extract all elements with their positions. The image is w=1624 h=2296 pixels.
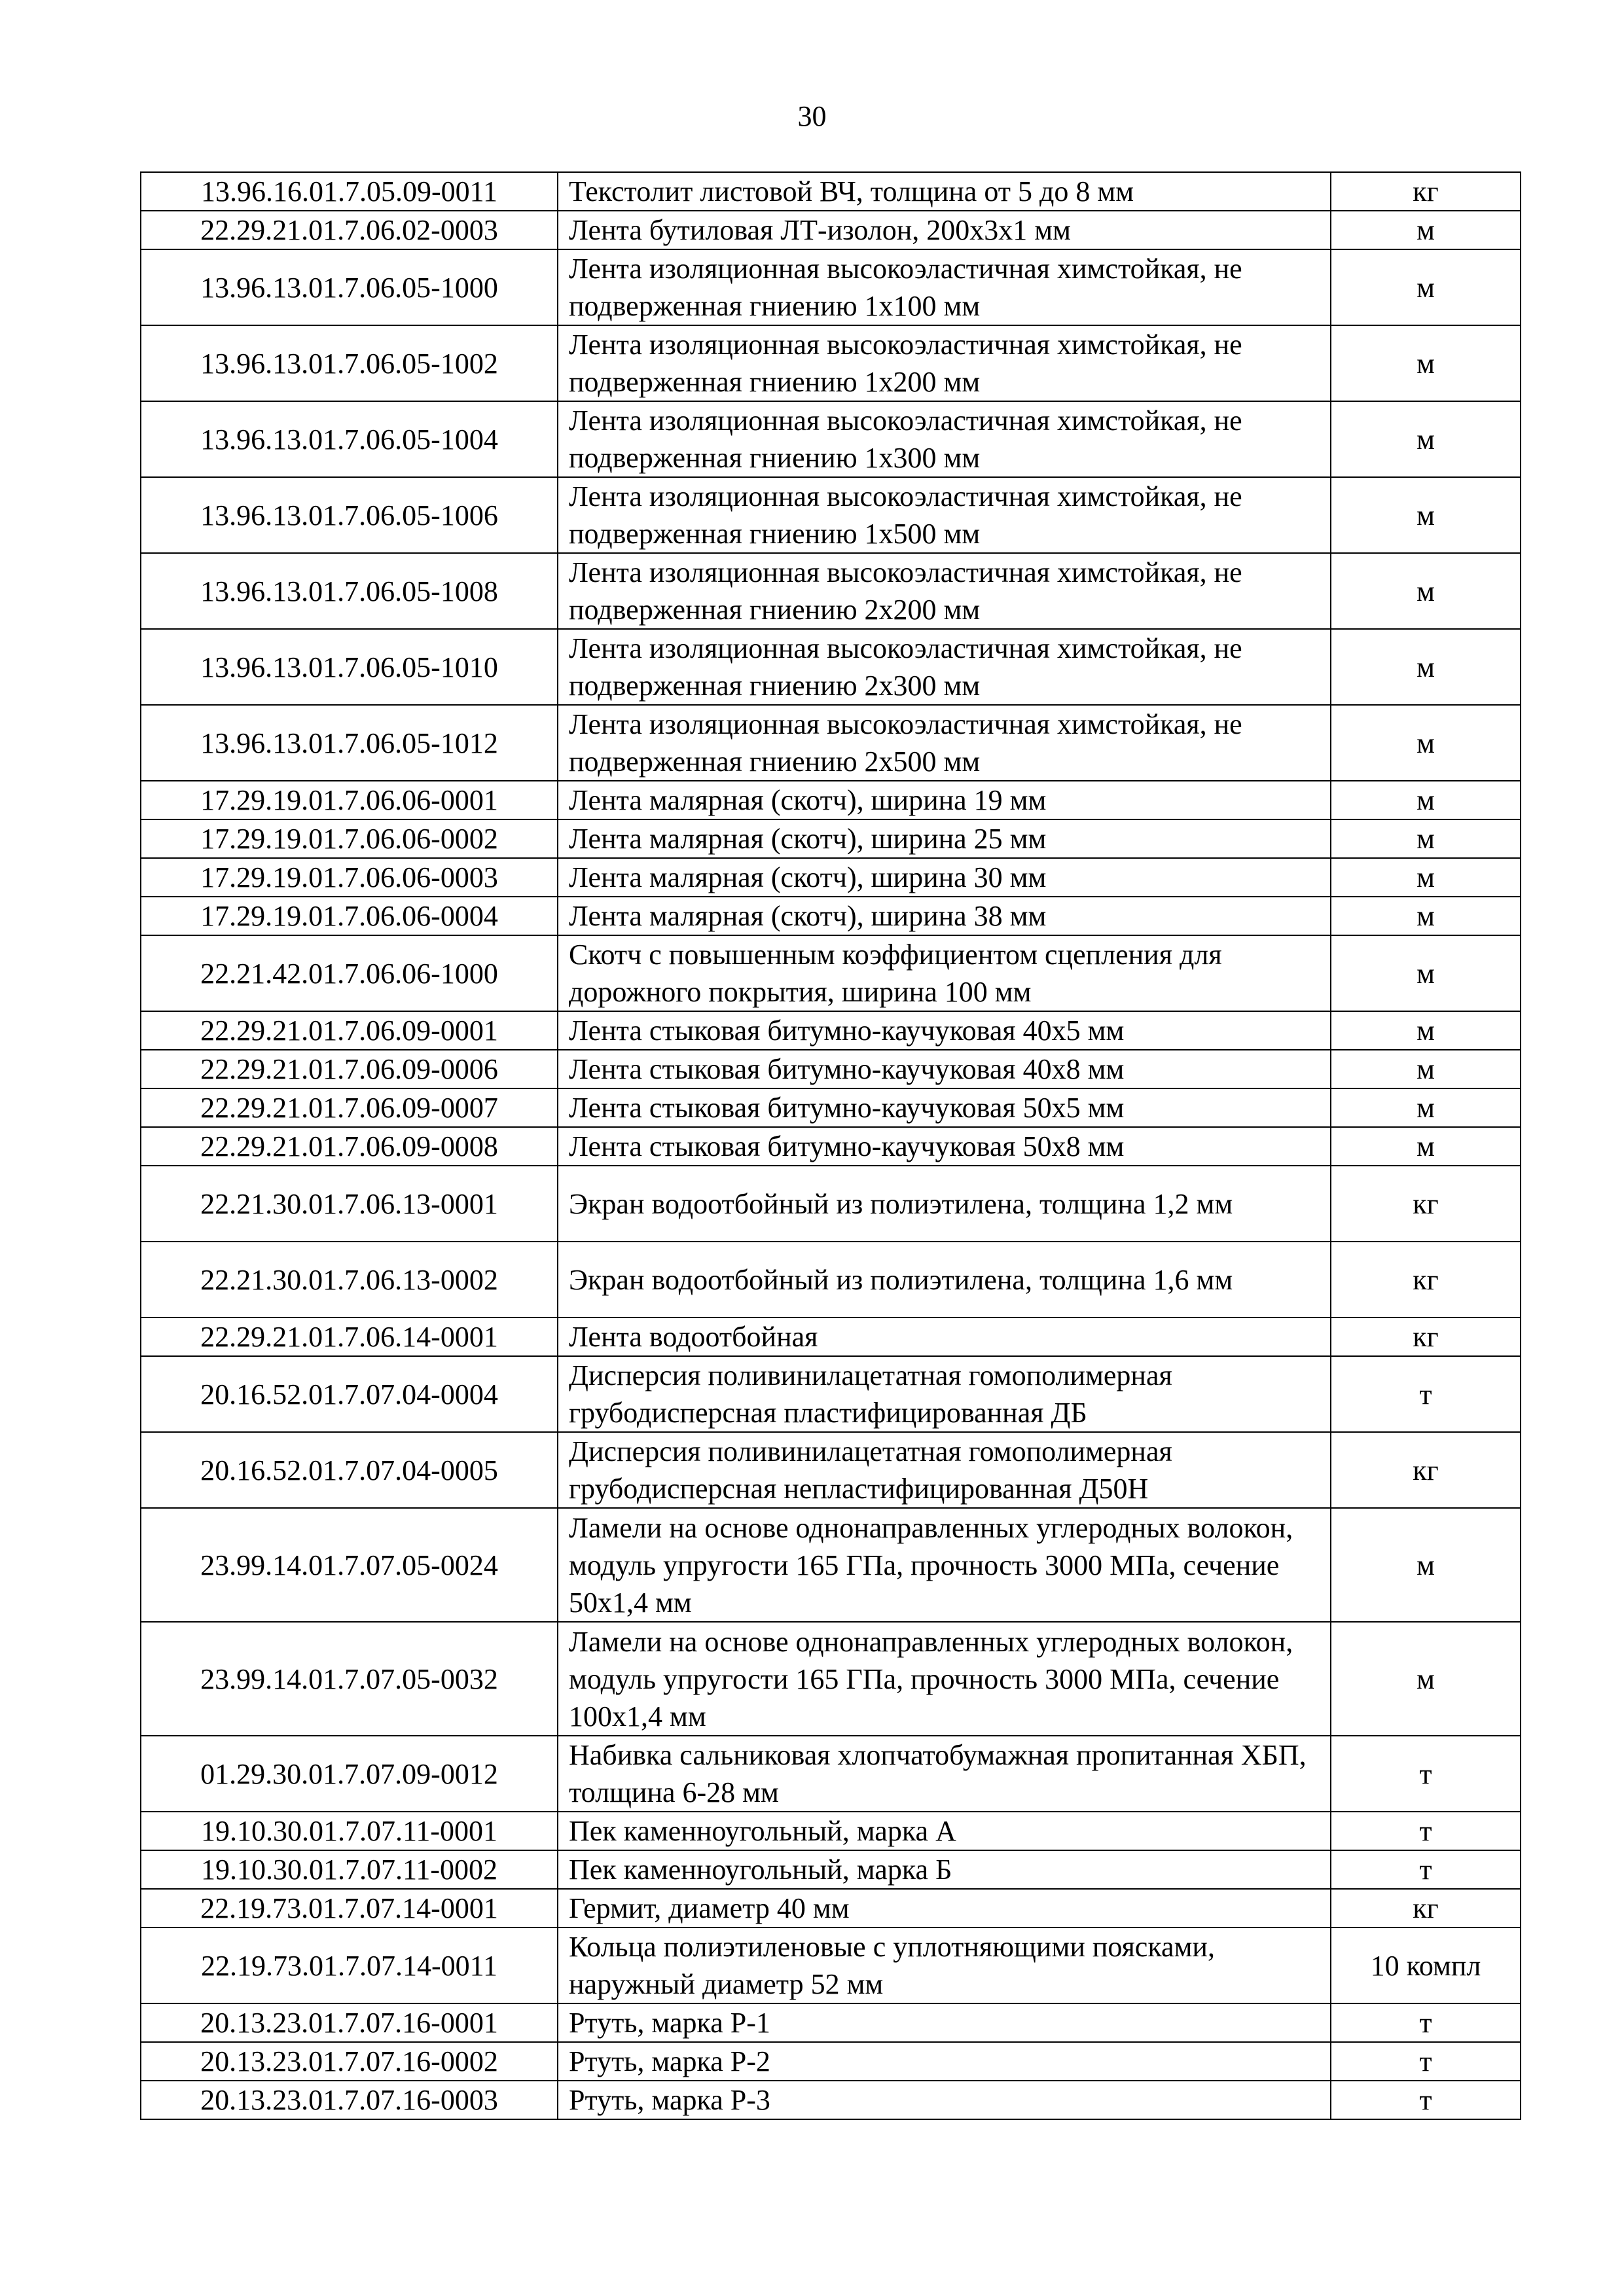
row-code: 20.13.23.01.7.07.16-0003 xyxy=(141,2081,558,2119)
row-name: Лента малярная (скотч), ширина 19 мм xyxy=(558,781,1331,819)
row-code: 19.10.30.01.7.07.11-0001 xyxy=(141,1812,558,1850)
row-name: Ламели на основе однонаправленных углеродных волокон, модуль упругости 165 ГПа, прочность 3000 МПа, сечение 100х1,4 мм xyxy=(558,1622,1331,1736)
table-row xyxy=(141,1011,1521,1050)
row-name: Гермит, диаметр 40 мм xyxy=(558,1889,1331,1928)
table-row xyxy=(141,1622,1521,1736)
row-name: Экран водоотбойный из полиэтилена, толщина 1,6 мм xyxy=(558,1242,1331,1318)
row-unit: м xyxy=(1331,781,1521,819)
table-row xyxy=(141,935,1521,1011)
row-unit: т xyxy=(1331,1736,1521,1812)
row-unit: м xyxy=(1331,1127,1521,1166)
row-name: Ламели на основе однонаправленных углеродных волокон, модуль упругости 165 ГПа, прочность 3000 МПа, сечение 50х1,4 мм xyxy=(558,1508,1331,1622)
row-unit: м xyxy=(1331,211,1521,249)
row-code: 22.29.21.01.7.06.09-0001 xyxy=(141,1011,558,1050)
row-unit: т xyxy=(1331,2003,1521,2042)
table-row xyxy=(141,1318,1521,1356)
row-unit: м xyxy=(1331,553,1521,629)
table-row xyxy=(141,858,1521,897)
table-row xyxy=(141,1127,1521,1166)
table-row xyxy=(141,211,1521,249)
row-code: 13.96.13.01.7.06.05-1002 xyxy=(141,325,558,401)
table-row xyxy=(141,1242,1521,1318)
row-unit: кг xyxy=(1331,1242,1521,1318)
row-name: Пек каменноугольный, марка Б xyxy=(558,1850,1331,1889)
row-code: 22.29.21.01.7.06.09-0006 xyxy=(141,1050,558,1088)
row-code: 01.29.30.01.7.07.09-0012 xyxy=(141,1736,558,1812)
row-unit: м xyxy=(1331,477,1521,553)
table-row xyxy=(141,172,1521,211)
row-unit: т xyxy=(1331,2042,1521,2081)
table-row xyxy=(141,1166,1521,1242)
table-row xyxy=(141,2042,1521,2081)
table-row xyxy=(141,705,1521,781)
row-code: 20.13.23.01.7.07.16-0001 xyxy=(141,2003,558,2042)
table-row xyxy=(141,1928,1521,2003)
row-unit: т xyxy=(1331,2081,1521,2119)
page-number: 30 xyxy=(797,100,827,132)
row-code: 19.10.30.01.7.07.11-0002 xyxy=(141,1850,558,1889)
table-row xyxy=(141,1889,1521,1928)
row-name: Ртуть, марка Р-3 xyxy=(558,2081,1331,2119)
table-row xyxy=(141,1050,1521,1088)
row-unit: м xyxy=(1331,1011,1521,1050)
row-name: Лента изоляционная высокоэластичная химстойкая, не подверженная гниению 1х500 мм xyxy=(558,477,1331,553)
row-code: 22.21.42.01.7.06.06-1000 xyxy=(141,935,558,1011)
table-row xyxy=(141,781,1521,819)
table-row xyxy=(141,325,1521,401)
row-code: 13.96.13.01.7.06.05-1008 xyxy=(141,553,558,629)
row-unit: м xyxy=(1331,1050,1521,1088)
row-name: Лента стыковая битумно-каучуковая 50х8 мм xyxy=(558,1127,1331,1166)
row-unit: кг xyxy=(1331,1166,1521,1242)
table-row xyxy=(141,1356,1521,1432)
row-name: Лента малярная (скотч), ширина 38 мм xyxy=(558,897,1331,935)
row-name: Лента изоляционная высокоэластичная химстойкая, не подверженная гниению 1х200 мм xyxy=(558,325,1331,401)
row-name: Лента изоляционная высокоэластичная химстойкая, не подверженная гниению 2х300 мм xyxy=(558,629,1331,705)
table-row xyxy=(141,1088,1521,1127)
row-name: Лента изоляционная высокоэластичная химстойкая, не подверженная гниению 2х500 мм xyxy=(558,705,1331,781)
table-row xyxy=(141,1508,1521,1622)
row-name: Скотч с повышенным коэффициентом сцепления для дорожного покрытия, ширина 100 мм xyxy=(558,935,1331,1011)
row-name: Кольца полиэтиленовые с уплотняющими поясками, наружный диаметр 52 мм xyxy=(558,1928,1331,2003)
row-unit: т xyxy=(1331,1356,1521,1432)
row-unit: м xyxy=(1331,1508,1521,1622)
row-code: 23.99.14.01.7.07.05-0032 xyxy=(141,1622,558,1736)
row-code: 13.96.13.01.7.06.05-1000 xyxy=(141,249,558,325)
row-code: 20.16.52.01.7.07.04-0004 xyxy=(141,1356,558,1432)
row-name: Текстолит листовой ВЧ, толщина от 5 до 8 мм xyxy=(558,172,1331,211)
row-code: 17.29.19.01.7.06.06-0003 xyxy=(141,858,558,897)
row-name: Лента малярная (скотч), ширина 25 мм xyxy=(558,819,1331,858)
row-code: 13.96.13.01.7.06.05-1012 xyxy=(141,705,558,781)
table-row xyxy=(141,1850,1521,1889)
row-code: 17.29.19.01.7.06.06-0002 xyxy=(141,819,558,858)
row-unit: м xyxy=(1331,629,1521,705)
row-code: 17.29.19.01.7.06.06-0001 xyxy=(141,781,558,819)
row-code: 23.99.14.01.7.07.05-0024 xyxy=(141,1508,558,1622)
row-name: Лента стыковая битумно-каучуковая 40х8 мм xyxy=(558,1050,1331,1088)
row-unit: м xyxy=(1331,705,1521,781)
row-unit: т xyxy=(1331,1850,1521,1889)
table-row xyxy=(141,897,1521,935)
row-unit: кг xyxy=(1331,1432,1521,1508)
row-name: Экран водоотбойный из полиэтилена, толщина 1,2 мм xyxy=(558,1166,1331,1242)
row-code: 22.19.73.01.7.07.14-0011 xyxy=(141,1928,558,2003)
table-row xyxy=(141,249,1521,325)
row-name: Дисперсия поливинилацетатная гомополимерная грубодисперсная непластифицированная Д50Н xyxy=(558,1432,1331,1508)
row-code: 22.29.21.01.7.06.09-0008 xyxy=(141,1127,558,1166)
row-name: Лента изоляционная высокоэластичная химстойкая, не подверженная гниению 1х100 мм xyxy=(558,249,1331,325)
row-unit: м xyxy=(1331,401,1521,477)
row-unit: кг xyxy=(1331,1318,1521,1356)
row-code: 22.19.73.01.7.07.14-0001 xyxy=(141,1889,558,1928)
row-name: Лента стыковая битумно-каучуковая 50х5 мм xyxy=(558,1088,1331,1127)
row-name: Лента стыковая битумно-каучуковая 40х5 мм xyxy=(558,1011,1331,1050)
table-row xyxy=(141,401,1521,477)
table-row xyxy=(141,1736,1521,1812)
row-code: 13.96.13.01.7.06.05-1004 xyxy=(141,401,558,477)
row-name: Ртуть, марка Р-1 xyxy=(558,2003,1331,2042)
row-code: 22.29.21.01.7.06.02-0003 xyxy=(141,211,558,249)
table-row xyxy=(141,1812,1521,1850)
row-code: 17.29.19.01.7.06.06-0004 xyxy=(141,897,558,935)
row-code: 22.29.21.01.7.06.09-0007 xyxy=(141,1088,558,1127)
row-name: Лента изоляционная высокоэластичная химстойкая, не подверженная гниению 2х200 мм xyxy=(558,553,1331,629)
table-row xyxy=(141,2003,1521,2042)
row-unit: кг xyxy=(1331,172,1521,211)
row-name: Лента водоотбойная xyxy=(558,1318,1331,1356)
row-code: 22.29.21.01.7.06.14-0001 xyxy=(141,1318,558,1356)
table-row xyxy=(141,819,1521,858)
row-code: 22.21.30.01.7.06.13-0001 xyxy=(141,1166,558,1242)
materials-table xyxy=(140,171,1521,2120)
row-code: 20.13.23.01.7.07.16-0002 xyxy=(141,2042,558,2081)
table-row xyxy=(141,629,1521,705)
row-name: Лента бутиловая ЛТ-изолон, 200х3х1 мм xyxy=(558,211,1331,249)
row-name: Дисперсия поливинилацетатная гомополимерная грубодисперсная пластифицированная ДБ xyxy=(558,1356,1331,1432)
row-code: 20.16.52.01.7.07.04-0005 xyxy=(141,1432,558,1508)
row-name: Набивка сальниковая хлопчатобумажная пропитанная ХБП, толщина 6-28 мм xyxy=(558,1736,1331,1812)
table-row xyxy=(141,553,1521,629)
row-name: Пек каменноугольный, марка А xyxy=(558,1812,1331,1850)
row-unit: т xyxy=(1331,1812,1521,1850)
table-row xyxy=(141,477,1521,553)
row-code: 13.96.16.01.7.05.09-0011 xyxy=(141,172,558,211)
table-row xyxy=(141,2081,1521,2119)
row-unit: м xyxy=(1331,935,1521,1011)
row-unit: м xyxy=(1331,1622,1521,1736)
row-unit: кг xyxy=(1331,1889,1521,1928)
row-unit: 10 компл xyxy=(1331,1928,1521,2003)
row-unit: м xyxy=(1331,1088,1521,1127)
row-name: Ртуть, марка Р-2 xyxy=(558,2042,1331,2081)
row-unit: м xyxy=(1331,897,1521,935)
row-unit: м xyxy=(1331,249,1521,325)
row-unit: м xyxy=(1331,858,1521,897)
row-code: 13.96.13.01.7.06.05-1010 xyxy=(141,629,558,705)
row-unit: м xyxy=(1331,325,1521,401)
row-code: 22.21.30.01.7.06.13-0002 xyxy=(141,1242,558,1318)
row-name: Лента изоляционная высокоэластичная химстойкая, не подверженная гниению 1х300 мм xyxy=(558,401,1331,477)
row-code: 13.96.13.01.7.06.05-1006 xyxy=(141,477,558,553)
table-row xyxy=(141,1432,1521,1508)
row-unit: м xyxy=(1331,819,1521,858)
row-name: Лента малярная (скотч), ширина 30 мм xyxy=(558,858,1331,897)
